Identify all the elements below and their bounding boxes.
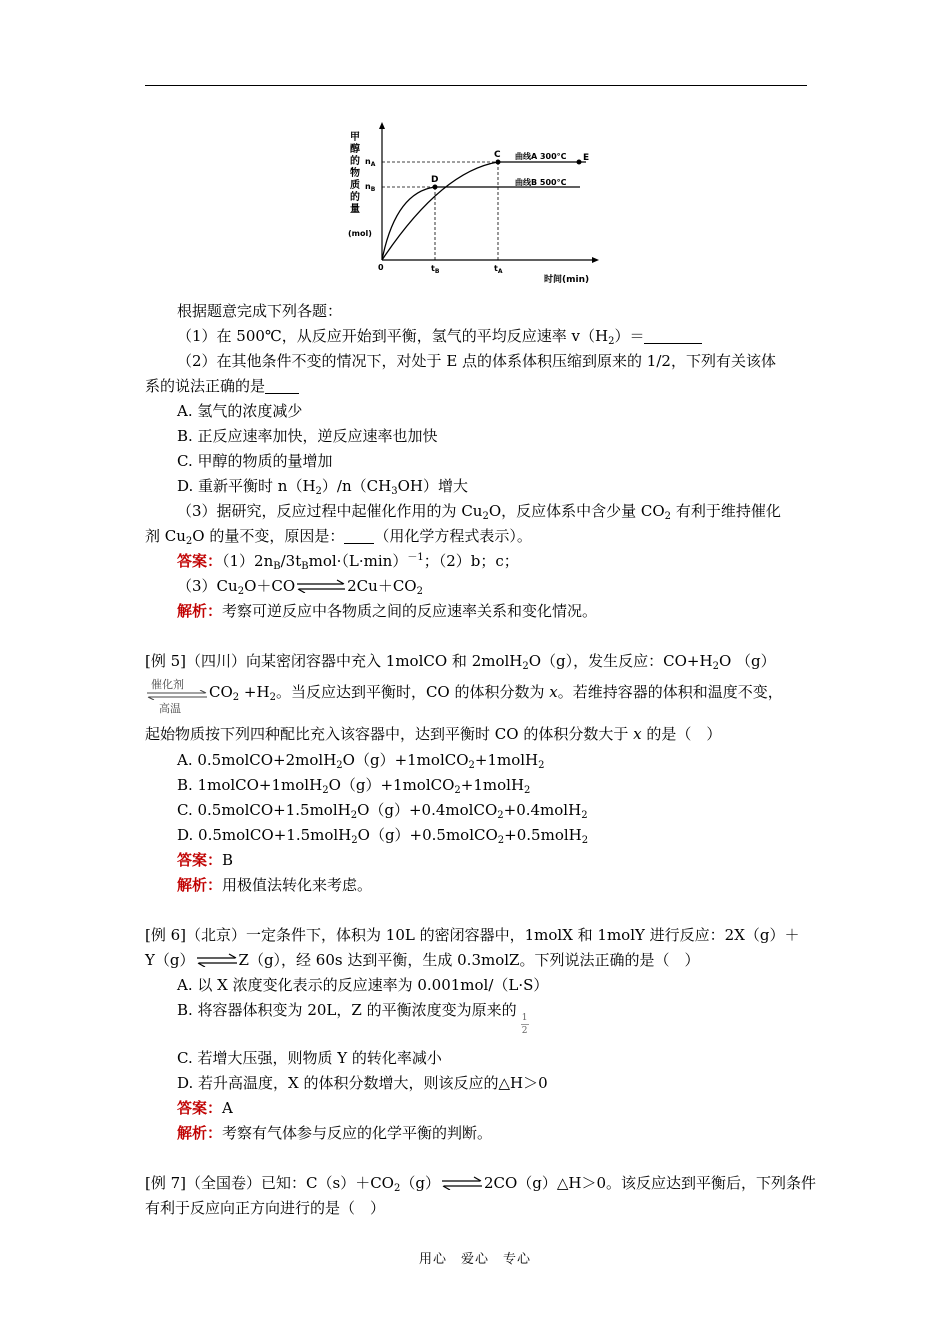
ex5-text: 起始物质按下列四种配比充入该容器中，达到平衡时 CO 的体积分数大于 [145,725,634,743]
y-label-char: 质 [350,180,360,191]
sub: 2 [416,586,423,597]
ex6-text: [例 6]（北京）一定条件下，体积为 10L 的密闭容器中，1molX 和 1molY 进行反应：2X（g）＋ [145,926,800,944]
equilibrium-arrow [195,953,239,967]
ex6-opt-c [145,1048,839,1068]
curve-b [382,187,580,260]
ex5-text: [例 5]（四川）向某密闭容器中充入 1molCO 和 2molH [145,652,523,670]
condition-label: 高温 [159,702,181,715]
q1-text: ）＝ [614,327,645,345]
ex7 [145,1173,817,1194]
q2-cont [145,376,807,396]
origin: 0 [378,263,384,272]
sub: 2 [664,511,672,522]
ex5-l3 [145,724,807,744]
option-text: O（g）+0.5molCO [357,826,498,844]
explanation-5 [145,875,839,895]
q-intro [145,301,839,321]
methanol-chart [340,118,605,288]
q3-text: （3）据研究，反应过程中起催化作用的为 Cu [177,502,483,520]
option-text: A. 0.5molCO+2molH [177,751,337,769]
ex5-opt-c [145,800,839,820]
option-text: +0.4molH [503,801,582,819]
ex5 [145,651,807,671]
y-label-char: 物 [350,168,360,179]
option-text: B. 1molCO+1molH [177,776,323,794]
explanation-label: 解析： [177,876,223,894]
ex5-text: O（g），发生反应：CO+H [528,652,713,670]
equilibrium-arrow [295,579,347,593]
ex5-opt-a [145,750,839,770]
point-d [433,185,438,190]
sub: 2 [322,785,329,796]
q3-text: 有利于维持催化 [671,502,781,520]
option-text: O（g）+1molCO [342,751,469,769]
sub: 3 [391,486,398,497]
q3-cont [145,526,807,546]
answer-5 [145,850,839,870]
ex6-opt-d [145,1073,839,1093]
ex5-text: 。当反应达到平衡时，CO 的体积分数为 [275,683,550,701]
answer-blank [265,377,299,394]
y-label-char: 的 [350,192,360,203]
q2-text: （2）在其他条件不变的情况下，对处于 E 点的体系体积压缩到原来的 1/2，下列有关该体 [177,352,776,370]
legend-a: 曲线A 300°C [515,152,567,161]
curve-a [382,162,586,260]
ex6-text: Z（g），经 60s 达到平衡，生成 0.3molZ。下列说法正确的是（ ） [238,951,700,969]
answer-1 [145,551,839,571]
y-label-char: 醇 [350,144,360,155]
sub: 2 [185,536,193,547]
equilibrium-arrow [440,1176,484,1190]
tick-ta: $t_A$ [494,264,503,275]
option-text: B. 将容器体积变为 20L，Z 的平衡浓度变为原来的 [177,1001,517,1019]
q3-text: 剂 Cu [145,527,186,545]
option-text: B. 正反应速率加快，逆反应速率也加快 [177,427,438,445]
ex7-l2 [145,1198,807,1218]
explanation-text: 考察可逆反应中各物质之间的反应速率关系和变化情况。 [222,602,598,620]
option-text: O（g）+0.4molCO [357,801,498,819]
catalyst-label: 催化剂 [151,678,184,691]
q-intro-text: 根据题意完成下列各题： [177,302,343,320]
explanation-text: 用极值法转化来考虑。 [222,876,373,894]
y-label-char: 甲 [350,132,360,143]
y-unit: (mol) [348,229,372,238]
q2-opt-a [145,401,839,421]
option-text: +1molH [474,751,539,769]
q3-text: O 的量不变，原因是： [192,527,345,545]
option-text: C. 0.5molCO+1.5molH [177,801,351,819]
label-d: D [431,175,439,185]
sub: B [273,561,281,572]
answer-text: （1）2n [222,552,274,570]
answer-text: ；（2）b；c； [423,552,519,570]
ex5-l2 [145,677,807,713]
x-label: 时间(min) [544,275,590,285]
fraction-half [521,1013,529,1036]
answer-text: B [222,851,234,869]
answer-text: （3）Cu [177,577,238,595]
ex5-text: 的是（ ） [641,725,722,743]
footer: 用心 爱心 专心 [418,1252,531,1267]
option-text: C. 若增大压强，则物质 Y 的转化率减小 [177,1049,442,1067]
q1 [145,326,839,346]
ex5-text: 。若维持容器的体积和温度不变， [557,683,783,701]
answer-label: 答案： [177,851,223,869]
sub: 2 [269,692,276,703]
option-text: C. 甲醇的物质的量增加 [177,452,333,470]
answer-6 [145,1098,839,1118]
ex7-text: [例 7]（全国卷）已知：C（s）＋CO [145,1174,394,1192]
sub: 2 [350,810,358,821]
ex6-opt-a [145,975,839,995]
ex5-text: CO [209,683,233,701]
q2-text: 系的说法正确的是 [145,377,266,395]
variable-x: x [549,683,558,701]
answer-blank [344,527,374,544]
q3-text: O，反应体系中含少量 CO [488,502,665,520]
sup: －1 [407,552,424,563]
variable-x: x [633,725,642,743]
sub: 2 [454,785,461,796]
x-axis-arrow [592,257,599,263]
tick-nb: $n_B$ [365,182,376,193]
sub: 2 [315,486,322,497]
answer-text: A [222,1099,233,1117]
option-text: A. 氢气的浓度减少 [177,402,303,420]
y-axis-arrow [379,122,385,129]
explanation-label: 解析： [177,1124,223,1142]
sub: 2 [538,760,545,771]
answer-blank [644,327,702,344]
sub: B [301,561,309,572]
ex5-text: +H [239,683,270,701]
answer-text: /3t [280,552,302,570]
option-text: D. 重新平衡时 n（H [177,477,316,495]
option-text: D. 若升高温度，X 的体积分数增大，则该反应的△H＞0 [177,1074,548,1092]
ex5-opt-d [145,825,839,845]
tick-na: $n_A$ [365,157,376,168]
option-text: +0.5molH [504,826,582,844]
q3 [145,501,839,521]
option-text: +1molH [460,776,525,794]
explanation-label: 解析： [177,602,223,620]
sub: 2 [497,810,504,821]
ex7-text: （g） [400,1174,440,1192]
point-e [577,160,582,165]
answer-label: 答案： [177,552,223,570]
sub: 2 [336,760,343,771]
answer-text: 2Cu＋CO [347,577,417,595]
option-text: A. 以 X 浓度变化表示的反应速率为 0.001mol/（L·S） [177,976,549,994]
sub: 2 [232,692,240,703]
sub: 2 [524,785,531,796]
sub: 2 [712,661,719,672]
sub: 2 [581,810,588,821]
sub: 2 [482,511,489,522]
option-text: D. 0.5molCO+1.5molH [177,826,352,844]
y-label-char: 量 [350,204,360,215]
answer-label: 答案： [177,1099,223,1117]
option-text: O（g）+1molCO [328,776,455,794]
sub: 2 [237,586,245,597]
sub: 2 [393,1183,401,1194]
sub: 2 [608,336,615,347]
ex5-text: O （g） [718,652,776,670]
sub: 2 [497,835,505,846]
q2-opt-c [145,451,839,471]
legend-b: 曲线B 500°C [515,178,567,187]
header-rule [145,85,807,86]
ex6-l2 [145,950,807,970]
q2-opt-d [145,476,839,496]
q2-opt-b [145,426,839,446]
explanation-6 [145,1123,839,1143]
sub: 2 [468,760,475,771]
point-c [496,160,501,165]
answer-text: mol·（L·min） [308,552,408,570]
answer-1-l2 [145,576,839,596]
ex6-text: Y（g） [145,951,195,969]
sub: 2 [522,661,529,672]
y-label [350,131,360,215]
label-c: C [494,150,501,160]
explanation-text: 考察有气体参与反应的化学平衡的判断。 [222,1124,493,1142]
denominator: 2 [521,1026,528,1036]
explanation-1 [145,601,839,621]
y-label-char: 的 [350,156,360,167]
ex5-opt-b [145,775,839,795]
numerator: 1 [521,1013,528,1023]
catalyst-arrow [145,677,209,713]
sub: 2 [581,835,589,846]
sub: 2 [351,835,358,846]
ex6 [145,925,807,945]
label-e: E [583,153,590,163]
q2 [145,351,839,371]
ex7-text: 有利于反应向正方向进行的是（ ） [145,1199,386,1217]
tick-tb: $t_B$ [431,264,440,275]
option-text: OH）增大 [397,477,468,495]
answer-text: O＋CO [244,577,296,595]
option-text: ）/n（CH [321,477,392,495]
q1-text: （1）在 500℃，从反应开始到平衡，氢气的平均反应速率 v（H [177,327,609,345]
ex6-opt-b [145,1000,839,1036]
q3-text: （用化学方程式表示）。 [374,527,532,545]
ex7-text: 2CO（g）△H＞0。该反应达到平衡后，下列条件 [483,1174,817,1192]
